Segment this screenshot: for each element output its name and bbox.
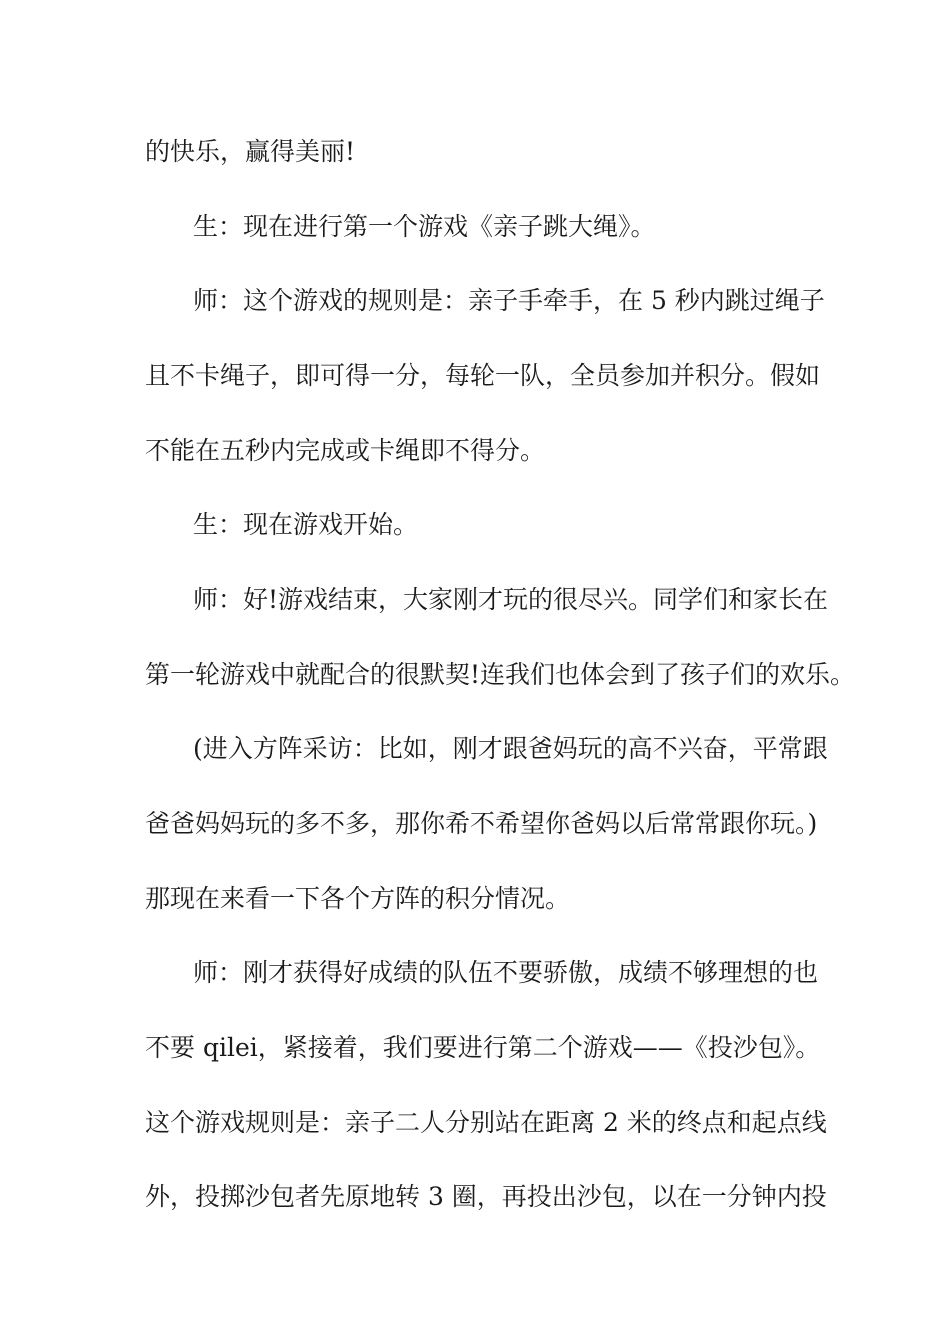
text-line-12: 师：刚才获得好成绩的队伍不要骄傲，成绩不够理想的也 bbox=[193, 958, 819, 987]
text-line-7: 师：好!游戏结束，大家刚才玩的很尽兴。同学们和家长在 bbox=[193, 585, 829, 614]
text-line-2: 生：现在进行第一个游戏《亲子跳大绳》。 bbox=[193, 212, 656, 241]
text-line-3: 师：这个游戏的规则是：亲子手牵手，在 5 秒内跳过绳子 bbox=[193, 286, 825, 315]
text-line-1: 的快乐，赢得美丽! bbox=[145, 137, 356, 166]
text-line-13: 不要 qilei，紧接着，我们要进行第二个游戏——《投沙包》。 bbox=[145, 1033, 821, 1062]
text-line-6: 生：现在游戏开始。 bbox=[193, 510, 419, 539]
text-line-4: 且不卡绳子，即可得一分，每轮一队，全员参加并积分。假如 bbox=[145, 361, 821, 390]
text-line-14: 这个游戏规则是：亲子二人分别站在距离 2 米的终点和起点线 bbox=[145, 1108, 827, 1137]
text-line-10: 爸爸妈妈玩的多不多，那你希不希望你爸妈以后常常跟你玩。) bbox=[145, 809, 818, 838]
text-line-8: 第一轮游戏中就配合的很默契!连我们也体会到了孩子们的欢乐。 bbox=[145, 660, 856, 689]
text-line-9: (进入方阵采访：比如，刚才跟爸妈玩的高不兴奋，平常跟 bbox=[193, 734, 828, 763]
text-line-15: 外，投掷沙包者先原地转 3 圈，再投出沙包，以在一分钟内投 bbox=[145, 1182, 827, 1211]
text-line-5: 不能在五秒内完成或卡绳即不得分。 bbox=[145, 436, 546, 465]
text-line-11: 那现在来看一下各个方阵的积分情况。 bbox=[145, 884, 571, 913]
